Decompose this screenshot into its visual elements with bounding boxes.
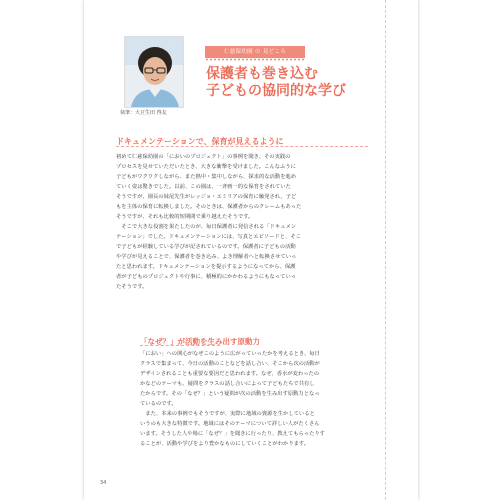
author-caption: 執筆：大豆生田 啓友	[120, 110, 167, 116]
body-paragraph-2	[140, 349, 368, 449]
text-line: プロセスを見せていただいたとき、大きな衝撃を受けました。こんなふうに	[116, 164, 296, 170]
author-photo	[124, 36, 184, 108]
text-line: たからです。その「なぜ？」という疑問が次の活動を生み出す原動力となっ	[140, 391, 320, 397]
text-line: います。そうした人や場に「なぜ？」を聞きに行ったり、教えてもらったりす	[140, 431, 325, 437]
section-heading-why: 「なぜ？」が活動を生み出す原動力	[140, 337, 260, 346]
section-heading-documentation: ドキュメンテーションで、保育が見えるように	[116, 137, 284, 146]
text-line: そうですが、園長の妹尾先生がレッジョ・エミリアの保育に触発され、子ど	[116, 194, 297, 200]
layout-guide-line	[385, 0, 386, 500]
text-line: かなどのテーマも、疑問をクラスの話し合いによって子どもたちで共有し	[140, 381, 315, 387]
text-line: ているのです。	[140, 401, 177, 407]
text-line: もを主体の保育に転換しました。そのときは、保護者からのクレームもあった	[116, 204, 302, 210]
text-line: たと思われます。ドキュメンテーションを提示するようになってから、保護	[116, 264, 296, 270]
text-line: ることが、活動や学びをより豊かなものにしていくことがわかります。	[140, 441, 310, 447]
heading-divider	[116, 146, 368, 147]
tag-dot-border	[205, 58, 305, 61]
text-line: たそうです。	[116, 284, 148, 290]
author-photo-illustration	[125, 37, 183, 107]
text-line: また、本来の事例でもそうですが、実際に地域の資源を生かしていると	[140, 411, 315, 417]
text-line: で子どもが経験している学びが記されているのです。保護者に子どもの活動	[116, 244, 296, 250]
text-line: そうですが、それも比較的短期間で乗り越えたそうです。	[116, 214, 254, 220]
text-line: 者が子どものプロジェクトや行事に、積極的にかかわるようにもなっていっ	[116, 274, 296, 280]
heading-divider	[140, 345, 220, 346]
text-line: や学びが見えることで、保護者を巻き込み、よき理解者へと転換させていっ	[116, 254, 297, 260]
text-line: ていく姿は驚きでした。以前、この園は、一斉画一的な保育をされていた	[116, 184, 291, 190]
article-title	[206, 66, 346, 100]
title-line: 子どもの協同的な学び	[206, 83, 346, 99]
text-line: そこで大きな役割を果たしたのが、毎日保護者に発信される「ドキュメン	[116, 224, 297, 230]
page-number: 34	[100, 480, 107, 486]
text-line: いうのも大きな特徴です。地域にはそのテーマについて詳しい人がたくさん	[140, 421, 320, 427]
text-line: 「におい」への関心がなぜこのように広がっていったかを考えるとき、毎日	[140, 351, 320, 357]
text-line: デザインされることも重要な要因だと思われます。なぜ、香水が変わったの	[140, 371, 320, 377]
text-line: 子どもがワクワクしながら、また熱中・集中しながら、探求的な活動を進め	[116, 174, 297, 180]
section-tag: 仁慈保幼園 の 見どころ	[205, 46, 305, 58]
text-line: テーション」でした。ドキュメンテーションには、写真とエピソードと、そこ	[116, 234, 301, 240]
text-line: クラスで集まって、今日の活動のことなどを話し合い、そこから次の活動が	[140, 361, 320, 367]
text-line: 初めて仁慈保幼園の「においのプロジェクト」の事例を聞き、その実践の	[116, 154, 291, 160]
title-line: 保護者も巻き込む	[206, 66, 318, 82]
body-paragraph-1	[116, 152, 368, 292]
